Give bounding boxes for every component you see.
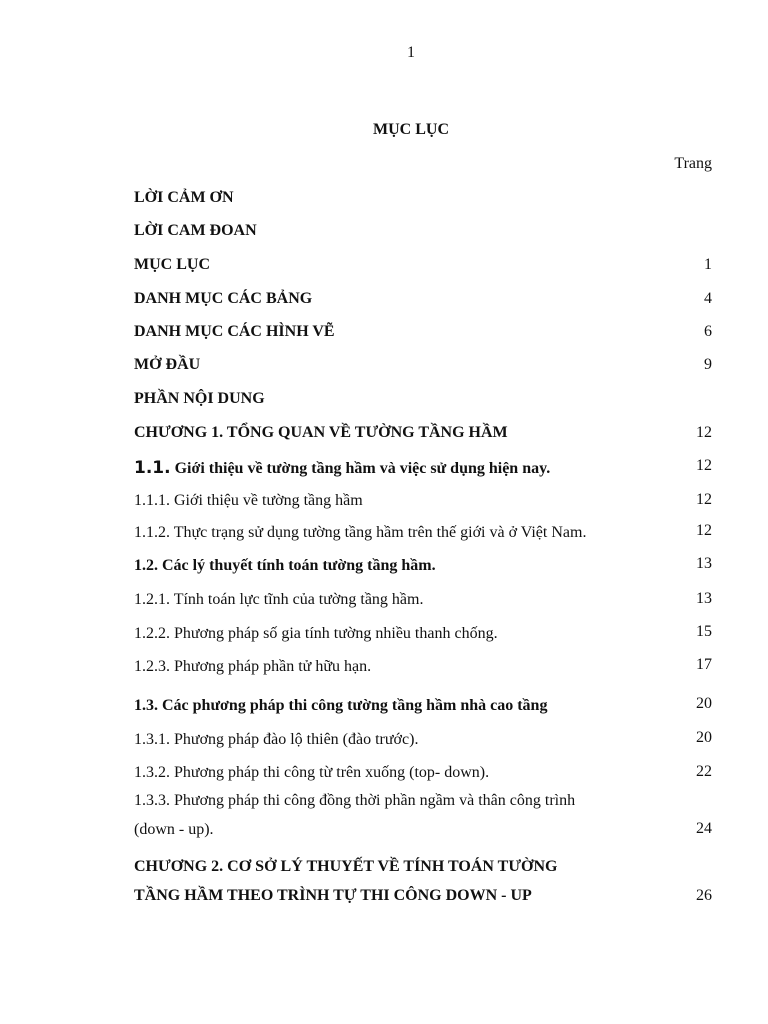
toc-entry-1-3-3-line1: 1.3.3. Phương pháp thi công đồng thời phần ngầm và thân công trình [134, 792, 576, 809]
toc-entry-1-3: 1.3. Các phương pháp thi công tường tầng hầm nhà cao tầng [134, 697, 548, 714]
page-number: 1 [407, 44, 415, 61]
toc-entry-1-2-2: 1.2.2. Phương pháp số gia tính tường nhiều thanh chống. [134, 625, 498, 642]
toc-entry-chuong-2-line2: TẦNG HẦM THEO TRÌNH TỰ THI CÔNG DOWN - UP [134, 887, 532, 904]
toc-page-1-3-1: 20 [696, 729, 712, 746]
toc-entry-loi-cam-on: LỜI CẢM ƠN [134, 189, 234, 206]
toc-entry-chuong-1: CHƯƠNG 1. TỔNG QUAN VỀ TƯỜNG TẦNG HẦM [134, 424, 508, 441]
toc-entry-1-1 [134, 458, 550, 478]
toc-entry-chuong-2-line1: CHƯƠNG 2. CƠ SỞ LÝ THUYẾT VỀ TÍNH TOÁN TƯỜNG [134, 858, 558, 875]
toc-page-1-2-1: 13 [696, 590, 712, 607]
toc-entry-1-1-1: 1.1.1. Giới thiệu về tường tầng hầm [134, 492, 363, 509]
toc-entry-1-1-2: 1.1.2. Thực trạng sử dụng tường tầng hầm trên thế giới và ở Việt Nam. [134, 524, 587, 541]
toc-entry-danh-muc-bang: DANH MỤC CÁC BẢNG [134, 290, 313, 307]
section-title: Giới thiệu về tường tầng hầm và việc sử dụng hiện nay. [174, 460, 551, 477]
toc-entry-danh-muc-hinh-ve: DANH MỤC CÁC HÌNH VẼ [134, 323, 335, 340]
toc-entry-1-3-3-line2: (down - up). [134, 821, 214, 838]
toc-page-1-1-2: 12 [696, 522, 712, 539]
toc-entry-1-3-2: 1.3.2. Phương pháp thi công từ trên xuống (top- down). [134, 764, 490, 781]
toc-page-danh-muc-hinh-ve: 6 [704, 323, 712, 340]
toc-entry-phan-noi-dung: PHẦN NỘI DUNG [134, 390, 265, 407]
toc-entry-loi-cam-doan: LỜI CAM ĐOAN [134, 222, 257, 239]
toc-entry-muc-luc: MỤC LỤC [134, 256, 210, 273]
section-number: 1.1. [134, 458, 171, 478]
toc-page-1-3-2: 22 [696, 763, 712, 780]
toc-page-1-3-3: 24 [696, 820, 712, 837]
toc-page-chuong-1: 12 [696, 424, 712, 441]
toc-entry-1-2-3: 1.2.3. Phương pháp phần tử hữu hạn. [134, 658, 372, 675]
toc-page-1-2-2: 15 [696, 623, 712, 640]
toc-page-danh-muc-bang: 4 [704, 290, 712, 307]
page-column-header: Trang [674, 155, 712, 172]
toc-entry-1-2-1: 1.2.1. Tính toán lực tĩnh của tường tầng hầm. [134, 591, 424, 608]
toc-title: MỤC LỤC [373, 121, 449, 138]
toc-entry-1-2: 1.2. Các lý thuyết tính toán tường tầng hầm. [134, 557, 436, 574]
toc-page-1-2: 13 [696, 555, 712, 572]
toc-page-muc-luc: 1 [704, 256, 712, 273]
toc-page-1-1-1: 12 [696, 491, 712, 508]
toc-page-1-3: 20 [696, 695, 712, 712]
toc-entry-1-3-1: 1.3.1. Phương pháp đào lộ thiên (đào trước). [134, 731, 419, 748]
toc-page-chuong-2: 26 [696, 887, 712, 904]
toc-page-mo-dau: 9 [704, 356, 712, 373]
toc-page-1-1: 12 [696, 457, 712, 474]
toc-entry-mo-dau: MỞ ĐẦU [134, 356, 201, 373]
toc-page-1-2-3: 17 [696, 656, 712, 673]
